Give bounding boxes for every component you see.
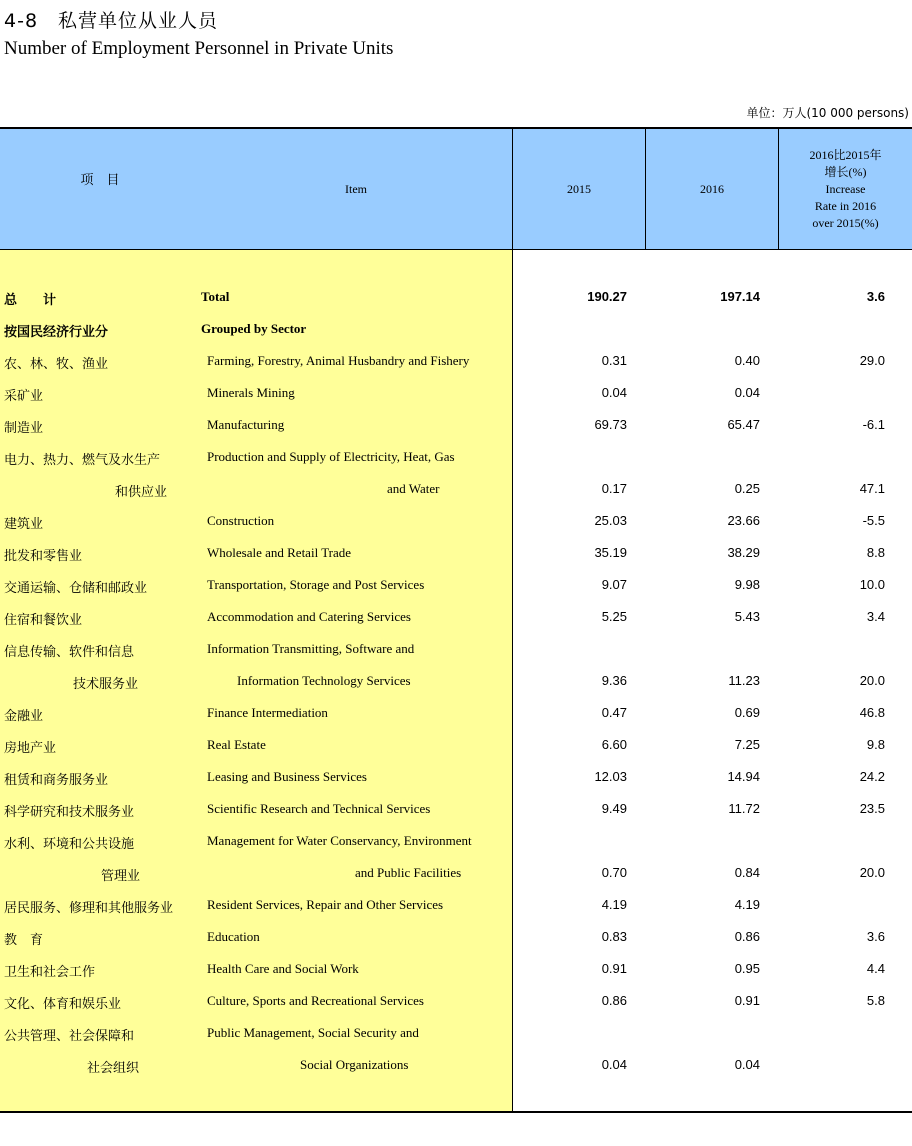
row-label-en: Total bbox=[201, 289, 230, 304]
table-row bbox=[0, 858, 912, 890]
value-2016: 7.25 bbox=[734, 737, 760, 752]
row-label-cn: 卫生和社会工作 bbox=[4, 965, 96, 980]
row-label-en: Real Estate bbox=[207, 737, 266, 752]
value-2016: 0.69 bbox=[734, 705, 760, 720]
row-label-cn: 信息传输、软件和信息 bbox=[4, 645, 135, 660]
row-label-en: Accommodation and Catering Services bbox=[207, 609, 411, 624]
value-2015: 0.17 bbox=[601, 481, 627, 496]
row-label-cn: 住宿和餐饮业 bbox=[4, 613, 83, 628]
value-2015: 69.73 bbox=[594, 417, 627, 432]
value-2015: 0.91 bbox=[601, 961, 627, 976]
row-label-cn: 教 育 bbox=[4, 933, 44, 948]
row-label-en: Culture, Sports and Recreational Services bbox=[207, 993, 424, 1008]
value-growth-rate: 29.0 bbox=[859, 353, 885, 368]
row-label-en: Minerals Mining bbox=[207, 385, 295, 400]
row-label-en: Management for Water Conservancy, Environment bbox=[207, 833, 472, 848]
row-label-en: Health Care and Social Work bbox=[207, 961, 359, 976]
table-row bbox=[0, 282, 912, 314]
value-growth-rate: 20.0 bbox=[859, 865, 885, 880]
value-growth-rate: 4.4 bbox=[866, 961, 885, 976]
value-2015: 6.60 bbox=[601, 737, 627, 752]
row-label-en: Production and Supply of Electricity, Heat, Gas bbox=[207, 449, 455, 464]
value-2015: 25.03 bbox=[594, 513, 627, 528]
row-label-cn: 和供应业 bbox=[115, 485, 168, 500]
value-growth-rate: 8.8 bbox=[866, 545, 885, 560]
value-2015: 190.27 bbox=[587, 289, 627, 304]
row-label-cn: 制造业 bbox=[4, 421, 44, 436]
value-2015: 5.25 bbox=[601, 609, 627, 624]
value-2016: 0.25 bbox=[734, 481, 760, 496]
row-label-cn: 电力、热力、燃气及水生产 bbox=[4, 453, 161, 468]
row-label-en: Transportation, Storage and Post Services bbox=[207, 577, 425, 592]
table-row bbox=[0, 954, 912, 986]
row-label-cn: 农、林、牧、渔业 bbox=[4, 357, 109, 372]
value-2016: 9.98 bbox=[734, 577, 760, 592]
value-2016: 11.23 bbox=[728, 673, 760, 688]
value-growth-rate: 3.6 bbox=[866, 929, 885, 944]
value-growth-rate: -6.1 bbox=[862, 417, 885, 432]
row-label-en: Manufacturing bbox=[207, 417, 285, 432]
value-2015: 0.04 bbox=[601, 385, 627, 400]
value-2016: 0.95 bbox=[734, 961, 760, 976]
table-row bbox=[0, 762, 912, 794]
value-growth-rate: 46.8 bbox=[859, 705, 885, 720]
table-title-cn: 4-8 私营单位从业人员 bbox=[4, 10, 219, 32]
row-label-en: Wholesale and Retail Trade bbox=[207, 545, 352, 560]
header-rate-line: over 2015(%) bbox=[812, 215, 879, 230]
table-row bbox=[0, 666, 912, 698]
value-2016: 0.04 bbox=[734, 385, 760, 400]
row-label-en: Farming, Forestry, Animal Husbandry and Fishery bbox=[207, 353, 470, 368]
row-label-cn: 管理业 bbox=[101, 869, 141, 884]
row-label-cn: 批发和零售业 bbox=[4, 549, 83, 564]
table-row bbox=[0, 1018, 912, 1050]
table-row bbox=[0, 922, 912, 954]
row-label-cn: 社会组织 bbox=[87, 1061, 140, 1076]
value-2015: 0.86 bbox=[601, 993, 627, 1008]
unit-label: 单位：万人(10 000 persons) bbox=[746, 106, 909, 120]
header-item-en: Item bbox=[345, 181, 367, 196]
table-body bbox=[0, 282, 912, 1082]
value-2016: 197.14 bbox=[720, 289, 760, 304]
value-2015: 9.07 bbox=[601, 577, 627, 592]
table-row bbox=[0, 1050, 912, 1082]
table-row bbox=[0, 986, 912, 1018]
row-label-en: and Water bbox=[387, 481, 440, 496]
row-label-cn: 采矿业 bbox=[4, 389, 44, 404]
row-label-en: Leasing and Business Services bbox=[207, 769, 367, 784]
value-growth-rate: 20.0 bbox=[859, 673, 885, 688]
header-rate-line: Rate in 2016 bbox=[814, 198, 877, 213]
header-2016: 2016 bbox=[700, 181, 724, 196]
table-row bbox=[0, 538, 912, 570]
table-row bbox=[0, 474, 912, 506]
row-label-en: Social Organizations bbox=[300, 1057, 409, 1072]
row-label-cn: 金融业 bbox=[4, 709, 44, 724]
value-growth-rate: 23.5 bbox=[859, 801, 885, 816]
value-2015: 0.04 bbox=[601, 1057, 627, 1072]
value-2016: 0.40 bbox=[734, 353, 760, 368]
value-growth-rate: 3.6 bbox=[866, 289, 885, 304]
row-label-en: Grouped by Sector bbox=[201, 321, 307, 336]
header-rate-line: 2016比2015年 bbox=[809, 147, 882, 162]
row-label-cn: 技术服务业 bbox=[73, 677, 139, 692]
table-row bbox=[0, 826, 912, 858]
value-growth-rate: 47.1 bbox=[859, 481, 885, 496]
row-label-en: Public Management, Social Security and bbox=[207, 1025, 419, 1040]
value-2016: 0.91 bbox=[734, 993, 760, 1008]
table-row bbox=[0, 890, 912, 922]
bottom-rule bbox=[0, 1111, 912, 1113]
row-label-cn: 总 计 bbox=[4, 293, 57, 308]
table-title-en: Number of Employment Personnel in Private Units bbox=[4, 38, 394, 59]
row-label-en: Construction bbox=[207, 513, 275, 528]
value-growth-rate: 9.8 bbox=[866, 737, 885, 752]
row-label-en: and Public Facilities bbox=[355, 865, 462, 880]
value-growth-rate: 5.8 bbox=[866, 993, 885, 1008]
value-2016: 23.66 bbox=[727, 513, 760, 528]
value-2016: 5.43 bbox=[734, 609, 760, 624]
row-label-en: Resident Services, Repair and Other Services bbox=[207, 897, 444, 912]
header-item-cn: 项 目 bbox=[80, 172, 120, 188]
table-row bbox=[0, 570, 912, 602]
header-2015: 2015 bbox=[567, 181, 591, 196]
value-2016: 0.84 bbox=[734, 865, 760, 880]
value-2015: 4.19 bbox=[601, 897, 627, 912]
value-2015: 12.03 bbox=[594, 769, 627, 784]
row-label-cn: 按国民经济行业分 bbox=[4, 325, 109, 340]
value-2016: 38.29 bbox=[727, 545, 760, 560]
value-2015: 0.47 bbox=[601, 705, 627, 720]
value-2015: 0.83 bbox=[601, 929, 627, 944]
header-rate-line: Increase bbox=[825, 181, 866, 196]
row-label-en: Finance Intermediation bbox=[207, 705, 328, 720]
table-row bbox=[0, 730, 912, 762]
table-row bbox=[0, 346, 912, 378]
value-2016: 0.04 bbox=[734, 1057, 760, 1072]
header-rate bbox=[779, 129, 912, 249]
value-2015: 35.19 bbox=[594, 545, 627, 560]
table-row bbox=[0, 794, 912, 826]
row-label-en: Education bbox=[207, 929, 260, 944]
row-label-cn: 居民服务、修理和其他服务业 bbox=[4, 901, 174, 916]
value-growth-rate: 10.0 bbox=[859, 577, 885, 592]
header-rate-line: 增长(%) bbox=[824, 164, 867, 179]
row-label-cn: 科学研究和技术服务业 bbox=[4, 805, 135, 820]
row-label-cn: 文化、体育和娱乐业 bbox=[4, 997, 122, 1012]
table-row bbox=[0, 698, 912, 730]
table-row bbox=[0, 314, 912, 346]
value-2016: 4.19 bbox=[734, 897, 760, 912]
value-2015: 0.31 bbox=[601, 353, 627, 368]
value-2016: 11.72 bbox=[728, 801, 760, 816]
table-header bbox=[0, 129, 912, 250]
value-2016: 14.94 bbox=[727, 769, 760, 784]
row-label-cn: 租赁和商务服务业 bbox=[4, 773, 109, 788]
table-row bbox=[0, 634, 912, 666]
row-label-en: Information Transmitting, Software and bbox=[207, 641, 415, 656]
value-2016: 0.86 bbox=[734, 929, 760, 944]
row-label-cn: 建筑业 bbox=[4, 517, 44, 532]
row-label-en: Information Technology Services bbox=[237, 673, 411, 688]
row-label-cn: 公共管理、社会保障和 bbox=[4, 1029, 135, 1044]
table-row bbox=[0, 442, 912, 474]
row-label-en: Scientific Research and Technical Services bbox=[207, 801, 431, 816]
row-label-cn: 水利、环境和公共设施 bbox=[4, 837, 135, 852]
table-row bbox=[0, 506, 912, 538]
value-2015: 9.49 bbox=[601, 801, 627, 816]
value-growth-rate: 3.4 bbox=[866, 609, 885, 624]
row-label-cn: 房地产业 bbox=[4, 741, 57, 756]
table-row bbox=[0, 378, 912, 410]
value-2015: 0.70 bbox=[601, 865, 627, 880]
value-growth-rate: 24.2 bbox=[859, 769, 885, 784]
value-2015: 9.36 bbox=[601, 673, 627, 688]
value-2016: 65.47 bbox=[727, 417, 760, 432]
row-label-cn: 交通运输、仓储和邮政业 bbox=[4, 581, 148, 596]
value-growth-rate: -5.5 bbox=[862, 513, 885, 528]
table-row bbox=[0, 410, 912, 442]
table-row bbox=[0, 602, 912, 634]
